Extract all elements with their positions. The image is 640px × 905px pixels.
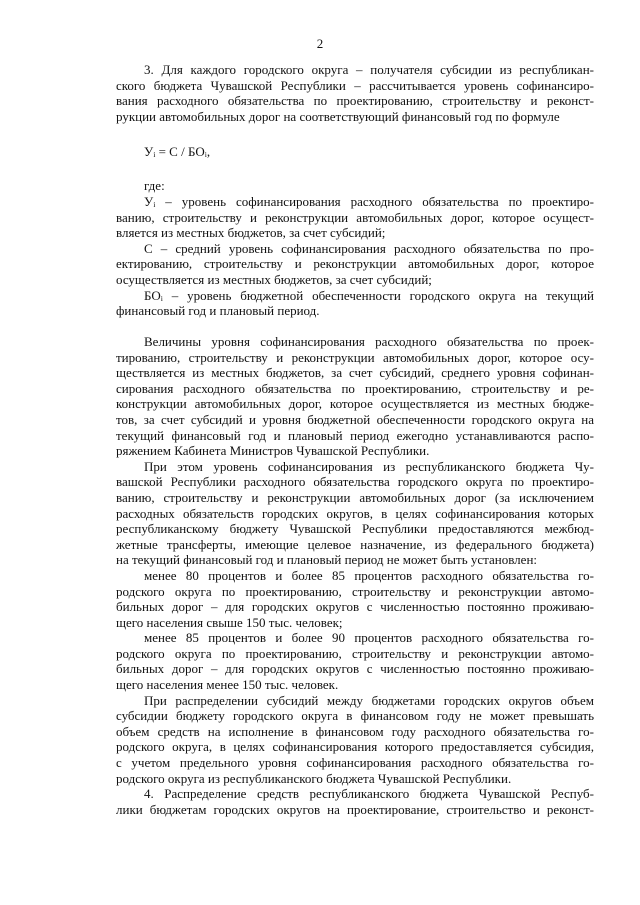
text-line: объем средств на исполнение в финансовом году расходного обязательства го-: [116, 723, 594, 739]
text-line: расходных обязательств городских округов, в целях софинансирования которых: [116, 505, 594, 521]
text-line: родского округа из республиканского бюджета Чувашской Республики.: [116, 770, 512, 786]
text-line: С – средний уровень софинансирования расходного обязательства по про-: [144, 240, 594, 256]
text-line: лики бюджетам городских округов на проектирование, строительство и реконст-: [116, 801, 594, 817]
text-line: родского округа по проектированию, строительству и реконструкции автомо-: [116, 645, 594, 661]
text-line: бильных дорог – для городских округов с численностью постоянно проживаю-: [116, 661, 594, 677]
text-line: 4. Распределение средств республиканского бюджета Чувашской Респуб-: [144, 786, 594, 802]
text-line: родского округа, в целях софинансирования которого предоставляется субсидия,: [116, 739, 594, 755]
text-line: щего населения менее 150 тыс. человек.: [116, 677, 339, 693]
formula: Уᵢ = С / БОᵢ,: [144, 144, 211, 159]
text-line: конструкции автомобильных дорог, которое осуществляется из местных бюдже-: [116, 396, 594, 412]
text-line: ванию, строительству и реконструкции автомобильных дорог (за исключением: [116, 489, 594, 505]
paragraph-3-intro: [116, 62, 594, 124]
text-line: финансовый год и плановый период.: [116, 303, 320, 319]
text-line: ектированию, строительству и реконструкции автомобильных дорог, которое: [116, 256, 594, 272]
text-line: тов, за счет субсидий и уровня бюджетной обеспеченности городского округа на: [116, 411, 594, 427]
body-paragraphs: [116, 334, 594, 817]
text-line: ществляется из местных бюджетов, за счет субсидий, среднего уровня софинан-: [116, 365, 594, 381]
text-line: вляется из местных бюджетов, за счет субсидий;: [116, 225, 386, 241]
text-line: республиканскому бюджету Чувашской Республики предоставляются межбюд-: [116, 521, 594, 537]
text-line: При распределении субсидий между бюджетами городских округов объем: [144, 692, 594, 708]
text-line: ского бюджета Чувашской Республики – рассчитывается уровень софинансиро-: [116, 77, 594, 93]
text-line: жетные трансферты, имеющие целевое назначение, из федерального бюджета): [116, 536, 594, 552]
text-line: БОᵢ – уровень бюджетной обеспеченности городского округа на текущий: [144, 287, 594, 303]
text-line: субсидии бюджету городского округа в финансовом году не может превышать: [116, 708, 594, 724]
text-line: сирования расходного обязательства по проектированию, строительству и ре-: [116, 380, 594, 396]
text-line: менее 80 процентов и более 85 процентов расходного обязательства го-: [144, 567, 594, 583]
text-line: родского округа по проектированию, строительству и реконструкции автомо-: [116, 583, 594, 599]
text-line: Уᵢ – уровень софинансирования расходного обязательства по проектиро-: [144, 194, 594, 209]
text-line: вания расходного обязательства по проектированию, строительству и реконст-: [116, 93, 594, 109]
where-label: где:: [144, 178, 165, 193]
text-line: ванию, строительству и реконструкции автомобильных дорог, которое осущест-: [116, 209, 594, 225]
text-line: тированию, строительству и реконструкции автомобильных дорог, которое осу-: [116, 349, 594, 365]
text-line: осуществляется из местных бюджетов, за счет субсидий;: [116, 271, 432, 287]
text-line: бильных дорог – для городских округов с численностью постоянно проживаю-: [116, 599, 594, 615]
where-label-block: [116, 178, 594, 194]
text-line: с учетом предельного уровня софинансирования расходного обязательства го-: [116, 755, 594, 771]
text-line: ряжением Кабинета Министров Чувашской Республики.: [116, 443, 430, 459]
text-line: 3. Для каждого городского округа – получателя субсидии из республикан-: [144, 62, 594, 77]
text-line: менее 85 процентов и более 90 процентов расходного обязательства го-: [144, 630, 594, 646]
text-line: рукции автомобильных дорог на соответствующий финансовый год по формуле: [116, 108, 560, 124]
text-line: вашской Республики расходного обязательства городского округа по проектиро-: [116, 474, 594, 490]
text-line: При этом уровень софинансирования из республиканского бюджета Чу-: [144, 458, 594, 474]
definitions: [116, 194, 594, 319]
text-line: на текущий финансовый год и плановый период не может быть установлен:: [116, 552, 538, 568]
formula-block: [116, 144, 594, 160]
page-number: 2: [316, 36, 324, 51]
text-line: щего населения свыше 150 тыс. человек;: [116, 614, 343, 630]
text-line: текущий финансовый год и плановый период ежегодно устанавливаются распо-: [116, 427, 594, 443]
text-line: Величины уровня софинансирования расходного обязательства по проек-: [144, 334, 594, 349]
